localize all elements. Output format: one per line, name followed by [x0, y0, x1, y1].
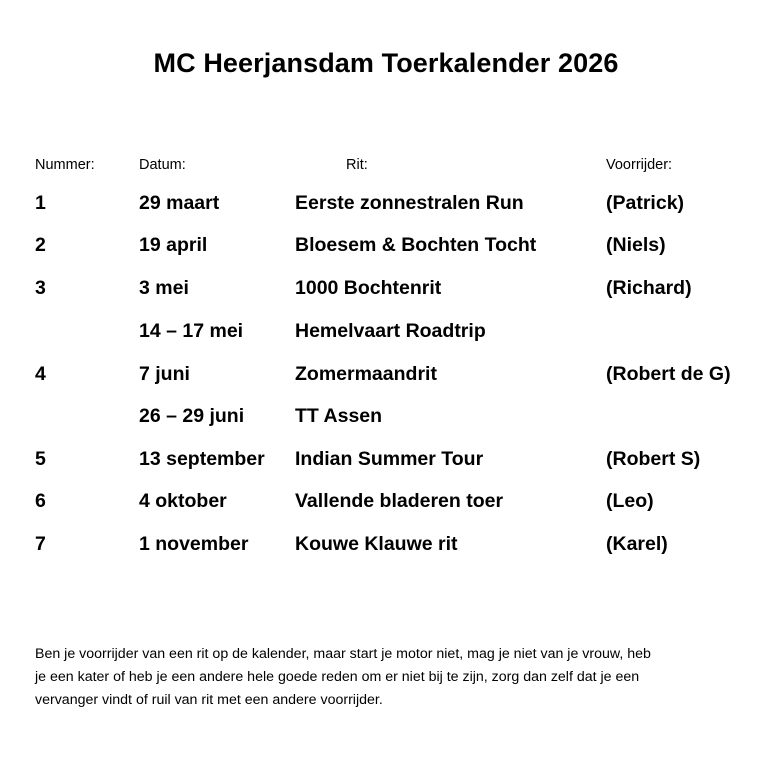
row-leader: (Patrick) [606, 192, 685, 214]
row-date: 3 mei [139, 277, 189, 299]
row-ride: Vallende bladeren toer [295, 490, 504, 512]
row-ride: TT Assen [295, 405, 383, 427]
row-date: 13 september [139, 448, 265, 470]
header-ride: Rit: [346, 157, 368, 173]
footer-line: vervanger vindt of ruil van rit met een andere voorrijder. [35, 692, 383, 708]
table-row [0, 405, 772, 435]
row-leader: (Richard) [606, 277, 692, 299]
table-row [0, 277, 772, 307]
header-leader: Voorrijder: [606, 157, 673, 173]
row-leader: (Niels) [606, 234, 666, 256]
row-ride: Kouwe Klauwe rit [295, 533, 458, 555]
table-row [0, 363, 772, 393]
header-date: Datum: [139, 157, 186, 173]
row-date: 14 – 17 mei [139, 320, 244, 342]
table-row [0, 448, 772, 478]
row-number: 7 [35, 533, 46, 555]
footer-line: Ben je voorrijder van een rit op de kalender, maar start je motor niet, mag je niet van je vrouw, heb [35, 646, 651, 662]
row-number: 2 [35, 234, 46, 256]
footer-note [35, 643, 747, 712]
row-number: 3 [35, 277, 46, 299]
row-leader: (Leo) [606, 490, 654, 512]
row-date: 19 april [139, 234, 208, 256]
page-title: MC Heerjansdam Toerkalender 2026 [153, 48, 619, 78]
row-number: 6 [35, 490, 46, 512]
row-number: 1 [35, 192, 46, 214]
row-number: 4 [35, 363, 46, 385]
row-leader: (Robert S) [606, 448, 701, 470]
row-date: 7 juni [139, 363, 190, 385]
row-ride: Eerste zonnestralen Run [295, 192, 524, 214]
row-date: 26 – 29 juni [139, 405, 245, 427]
row-number: 5 [35, 448, 46, 470]
table-row [0, 234, 772, 264]
row-ride: Indian Summer Tour [295, 448, 484, 470]
row-leader: (Robert de G) [606, 363, 731, 385]
row-ride: Bloesem & Bochten Tocht [295, 234, 537, 256]
header-number: Nummer: [35, 157, 95, 173]
table-row [0, 533, 772, 563]
table-row [0, 192, 772, 222]
row-ride: Hemelvaart Roadtrip [295, 320, 486, 342]
table-row [0, 320, 772, 350]
row-date: 4 oktober [139, 490, 227, 512]
row-date: 29 maart [139, 192, 220, 214]
row-date: 1 november [139, 533, 249, 555]
row-leader: (Karel) [606, 533, 668, 555]
table-row [0, 490, 772, 520]
row-ride: Zomermaandrit [295, 363, 437, 385]
row-ride: 1000 Bochtenrit [295, 277, 442, 299]
footer-line: je een kater of heb je een andere hele goede reden om er niet bij te zijn, zorg dan zelf dat je een [35, 669, 640, 685]
